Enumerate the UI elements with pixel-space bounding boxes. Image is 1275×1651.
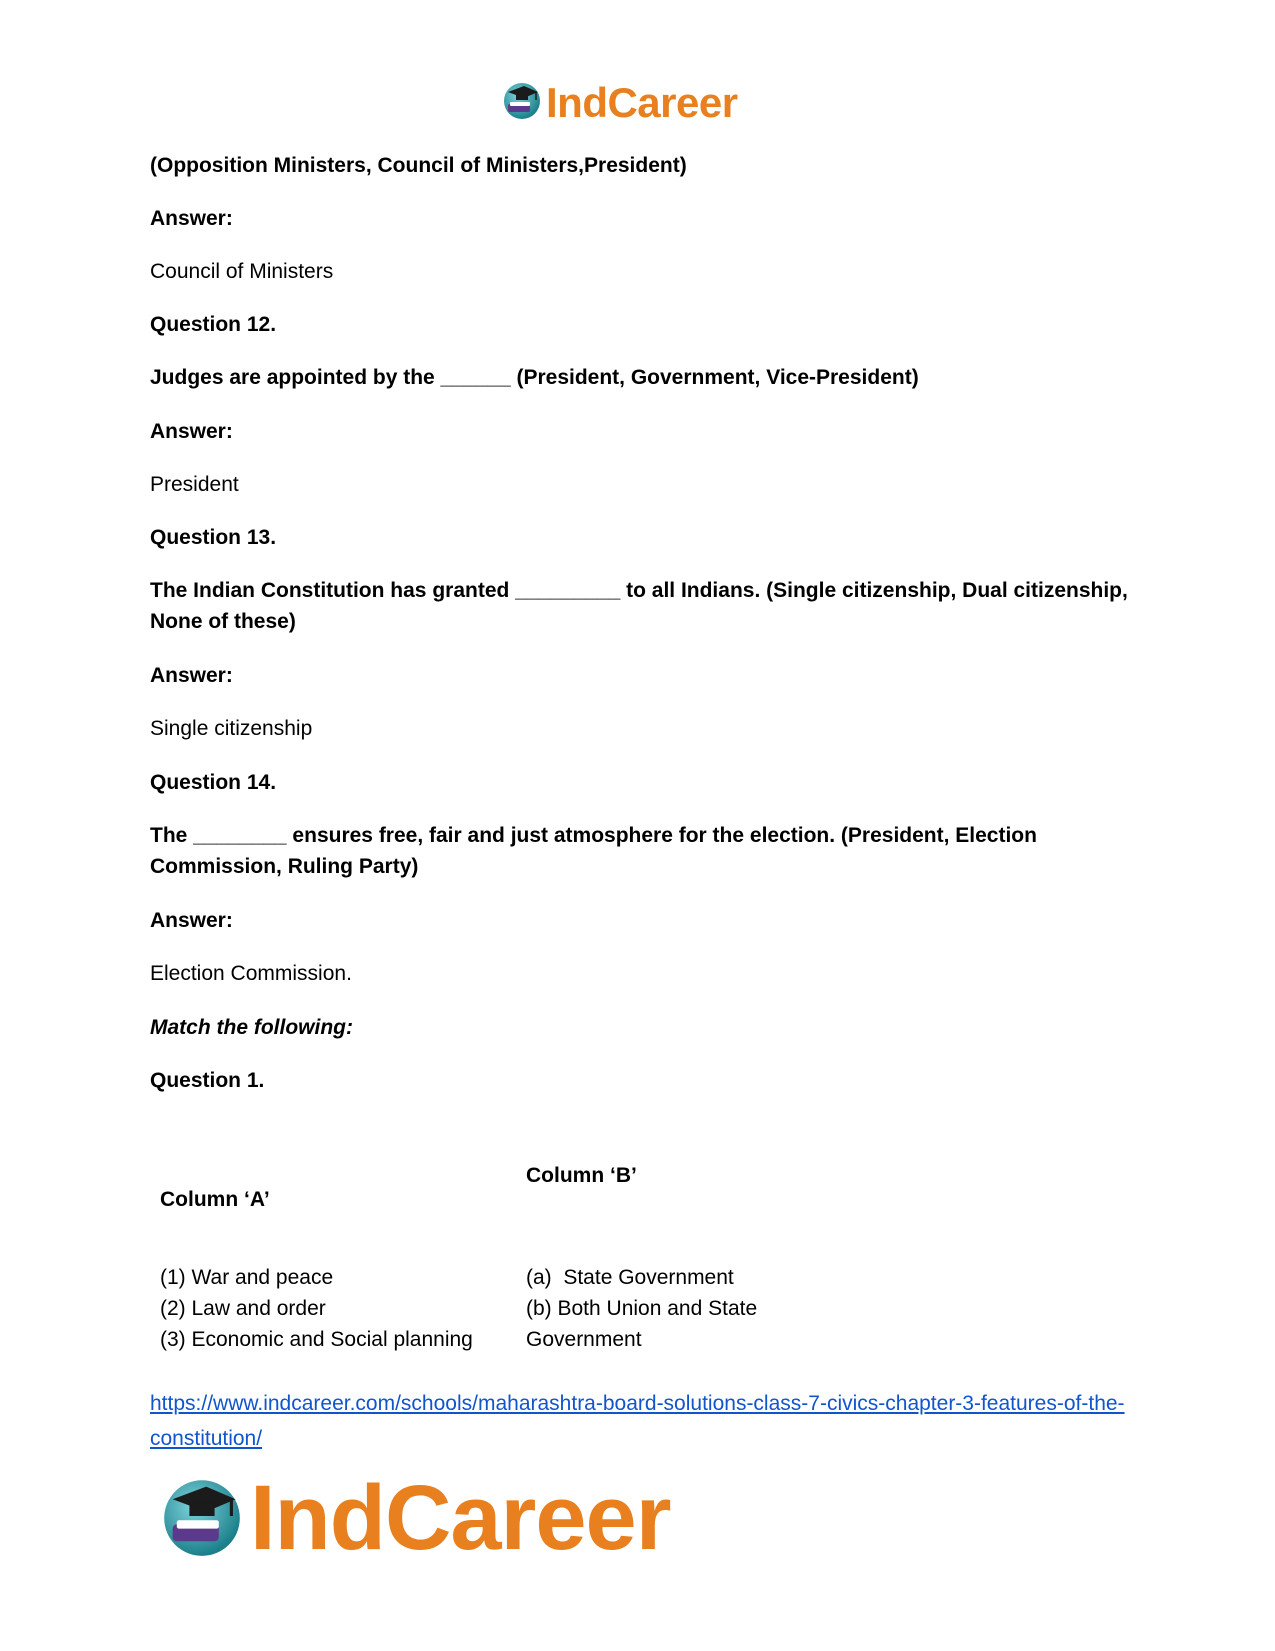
options-line: (Opposition Ministers, Council of Ministers,President) <box>150 154 687 177</box>
list-item: (1) War and peace <box>160 1266 334 1289</box>
graduation-cap-book-globe-icon <box>160 1474 244 1563</box>
answer-text: Single citizenship <box>150 717 313 740</box>
question-heading: Question 12. <box>150 313 277 336</box>
question-heading: Question 13. <box>150 526 277 549</box>
list-item: (a) State Government <box>526 1266 734 1289</box>
source-link[interactable]: https://www.indcareer.com/schools/maharashtra-board-solutions-class-7-civics-chapter-3-features-of-the-constitution/ <box>150 1392 1125 1450</box>
answer-label: Answer: <box>150 664 233 687</box>
column-a-header: Column ‘A’ <box>160 1188 270 1211</box>
header-logo <box>502 80 738 125</box>
answer-text: Election Commission. <box>150 962 352 985</box>
footer-logo-text: IndCareer <box>250 1467 671 1569</box>
list-item: (b) Both Union and State <box>526 1297 758 1320</box>
answer-label: Answer: <box>150 420 233 443</box>
answer-text: President <box>150 473 239 496</box>
answer-label: Answer: <box>150 909 233 932</box>
header-logo-text: IndCareer <box>546 78 738 126</box>
question-text: Judges are appointed by the ______ (President, Government, Vice-President) <box>150 366 919 389</box>
graduation-cap-book-globe-icon <box>502 80 542 125</box>
question-heading: Question 14. <box>150 771 277 794</box>
question-heading: Question 1. <box>150 1069 265 1092</box>
list-item: Government <box>526 1328 642 1351</box>
list-item: (2) Law and order <box>160 1297 326 1320</box>
answer-label: Answer: <box>150 207 233 230</box>
question-text: The Indian Constitution has granted _________ to all Indians. (Single citizenship, Dual citizenship, None of these) <box>150 579 1128 633</box>
list-item: (3) Economic and Social planning <box>160 1328 473 1351</box>
column-b-list <box>526 1262 757 1355</box>
footer-logo <box>160 1467 671 1569</box>
column-b-header: Column ‘B’ <box>526 1164 637 1187</box>
answer-text: Council of Ministers <box>150 260 334 283</box>
section-heading: Match the following: <box>150 1016 353 1039</box>
question-text: The ________ ensures free, fair and just atmosphere for the election. (President, Election Commission, Ruling Party) <box>150 824 1037 878</box>
column-a-list <box>160 1262 473 1355</box>
